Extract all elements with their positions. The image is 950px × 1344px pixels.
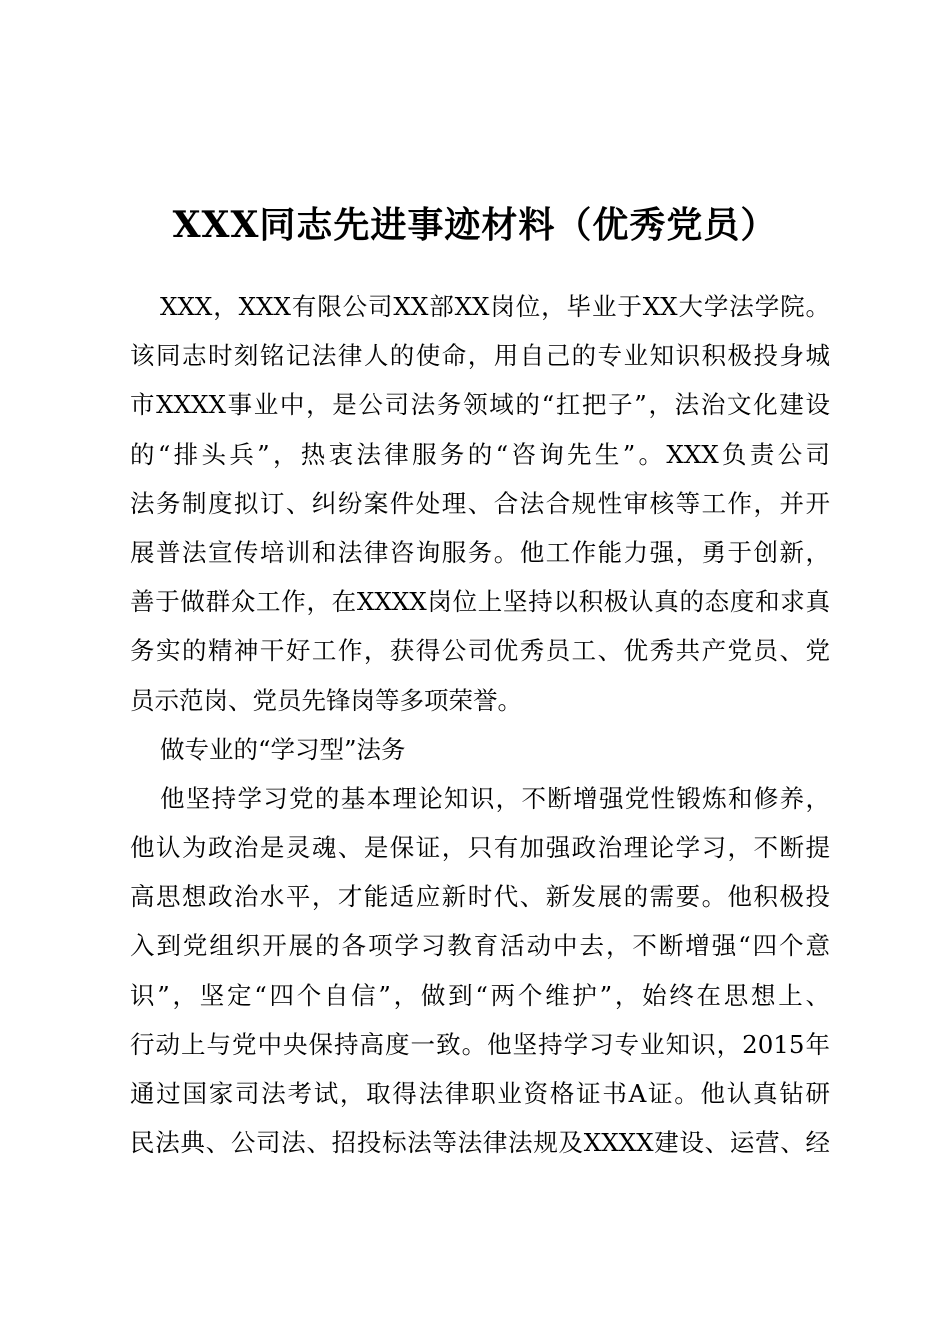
- paragraph-line: 民法典、公司法、招投标法等法律法规及XXXX建设、运营、经: [130, 1128, 830, 1158]
- paragraph-line: 高思想政治水平，才能适应新时代、新发展的需要。他积极投: [130, 882, 830, 912]
- document-title: XXX同志先进事迹材料（优秀党员）: [172, 204, 778, 246]
- document-body: [130, 282, 830, 1167]
- paragraph-line: 善于做群众工作，在XXXX岗位上坚持以积极认真的态度和求真: [130, 587, 830, 617]
- section-heading: 做专业的“学习型”法务: [160, 734, 406, 764]
- paragraph-line: 通过国家司法考试，取得法律职业资格证书A证。他认真钻研: [130, 1079, 830, 1108]
- paragraph-line: 市XXXX事业中，是公司法务领域的“扛把子”，法治文化建设: [130, 390, 830, 420]
- paragraph-line: 务实的精神干好工作，获得公司优秀员工、优秀共产党员、党: [130, 636, 830, 666]
- paragraph-line: 他坚持学习党的基本理论知识，不断增强党性锻炼和修养，: [160, 783, 830, 813]
- paragraph-line: 识”，坚定“四个自信”，做到“两个维护”，始终在思想上、: [130, 980, 830, 1010]
- paragraph-line: 法务制度拟订、纠纷案件处理、合法合规性审核等工作，并开: [130, 488, 830, 518]
- paragraph-line: 展普法宣传培训和法律咨询服务。他工作能力强，勇于创新，: [130, 537, 830, 567]
- paragraph-line: 的“排头兵”，热衷法律服务的“咨询先生”。XXX负责公司: [130, 439, 830, 469]
- paragraph-line: XXX，XXX有限公司XX部XX岗位，毕业于XX大学法学院。: [160, 292, 830, 321]
- paragraph-line: 他认为政治是灵魂、是保证，只有加强政治理论学习，不断提: [130, 833, 830, 863]
- paragraph-line: 该同志时刻铭记法律人的使命，用自己的专业知识积极投身城: [130, 341, 830, 371]
- paragraph-line: 员示范岗、党员先锋岗等多项荣誉。: [130, 685, 522, 715]
- paragraph-line: 入到党组织开展的各项学习教育活动中去，不断增强“四个意: [130, 931, 830, 961]
- paragraph-line: 行动上与党中央保持高度一致。他坚持学习专业知识，2015年: [130, 1029, 830, 1059]
